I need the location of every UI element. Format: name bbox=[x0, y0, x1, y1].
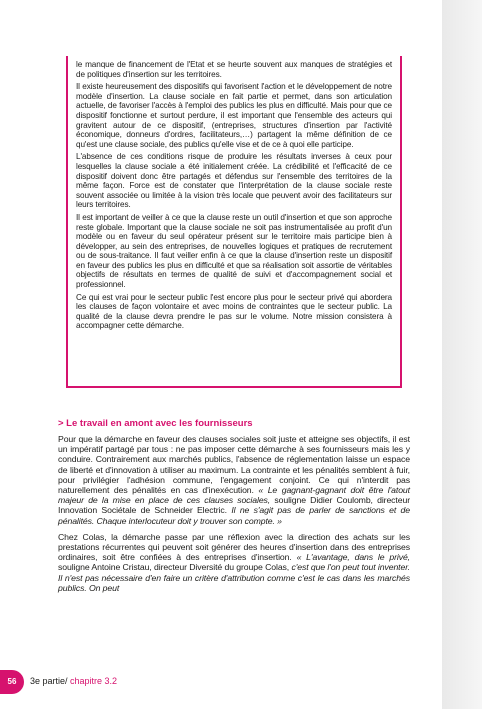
framed-text-box bbox=[66, 56, 402, 388]
box-paragraph: Ce qui est vrai pour le secteur public l'est encore plus pour le secteur privé qui abordera les clauses de façon volontaire et avec moins de contraintes que le secteur public. La qualité de la clause devra prendre le pas sur le volume. Notre mission consistera à accompagner cette démarche. bbox=[76, 292, 392, 331]
section-suppliers bbox=[58, 418, 410, 599]
text-run: Pour que la démarche en faveur des clauses sociales soit juste et atteigne ses objectifs, il est un impératif partagé par tous : ne pas imposer cette démarche à ses fournisseurs mais les y conduire. Contrairement aux marchés publics, l'absence de réglementation laisse un espace de liberté et d'innovation à utiliser au maximum. La contrainte et les pénalités semblent à fuir, pour privilégier l'adhésion commune, l'engagement conjoint. Ce qui n'interdit pas naturellement des pénalités en cas d'inexécution. bbox=[58, 434, 410, 496]
box-paragraph: le manque de financement de l'Etat et se heurte souvent aux manques de stratégies et de politiques d'insertion sur les territoires. bbox=[76, 60, 392, 79]
quote-run: Il ne s'agit pas de parler de sanctions et de pénalités. Chaque interlocuteur doit y trouver son compte. » bbox=[58, 505, 410, 526]
box-paragraph: Il est important de veiller à ce que la clause reste un outil d'insertion et que son approche reste globale. Important que la clause sociale ne soit pas instrumentalisée au profit d'un modèle ou en faveur du seul opérateur présent sur le territoire mais participe bien à développer, au sein des entreprises, de nouvelles logiques et pratiques de recrutement ou de sous-traitance. Il faut veiller enfin à ce que la clause d'insertion reste un dispositif en faveur des publics les plus en difficulté et que sa réalisation soit assortie de véritables objectifs de résultats en termes de qualité de suivi et d'accompagnement social et professionnel. bbox=[76, 212, 392, 290]
quote-run: c'est que l'on peut tout inventer. Il n'est pas nécessaire d'en faire un critère d'attribution comme c'est le cas dans les marchés publics. On peut bbox=[58, 562, 411, 593]
quote-run: « Le gagnant-gagnant doit être l'atout majeur de la mise en place de ces clauses sociales, bbox=[58, 485, 410, 506]
text-run: souligne Didier Coulomb, directeur Innovation Sociétale de Schneider Electric. bbox=[58, 495, 410, 516]
box-paragraph: L'absence de ces conditions risque de produire les résultats inverses à ceux pour lesquelles la clause sociale a été initialement créée. La crédibilité et l'efficacité de ce dispositif doivent donc être partagés et défendus sur l'ensemble des territoires de la même façon. Force est de constater que l'interprétation de la clause sociale reste souvent associée ou limitée à la vision très locale que peuvent avoir des facilitateurs sur leurs territoires. bbox=[76, 152, 392, 210]
text-run: souligne Antoine Cristau, directeur Diversité du groupe Colas, bbox=[58, 562, 292, 573]
page-edge-shadow bbox=[442, 0, 482, 709]
section-paragraph bbox=[58, 532, 410, 593]
footer-chapter: chapitre 3.2 bbox=[67, 676, 118, 686]
footer-label bbox=[30, 676, 117, 686]
box-paragraph: Il existe heureusement des dispositifs qui favorisent l'action et le développement de notre modèle d'insertion. La clause sociale en fait partie et permet, dans son articulation actuelle, de favoriser l'accès à l'emploi des publics les plus en difficulté. Mais pour que ce dispositif fonctionne et surtout perdure, il est important que l'ensemble des acteurs qui gravitent autour de ce dispositif, (entreprises, structures d'insertion par l'activité économique, donneurs d'ordres, facilitateurs,…) partagent la même définition de ce qu'est une clause sociale, des publics qu'elle vise et de ce à quoi elle participe. bbox=[76, 82, 392, 149]
section-title: > Le travail en amont avec les fournisseurs bbox=[58, 418, 253, 429]
section-paragraph bbox=[58, 434, 410, 526]
footer-part: 3e partie/ bbox=[30, 676, 68, 686]
text-run: Chez Colas, la démarche passe par une réflexion avec la direction des achats sur les prestations récurrentes qui peuvent soit générer des heures d'insertion dans des entreprises ordinaires, soit être confiées à des entreprises d'insertion. bbox=[58, 531, 410, 563]
quote-run: « L'avantage, dans le privé, bbox=[296, 552, 410, 563]
page-footer bbox=[0, 670, 200, 694]
page-number-badge: 56 bbox=[0, 670, 24, 694]
